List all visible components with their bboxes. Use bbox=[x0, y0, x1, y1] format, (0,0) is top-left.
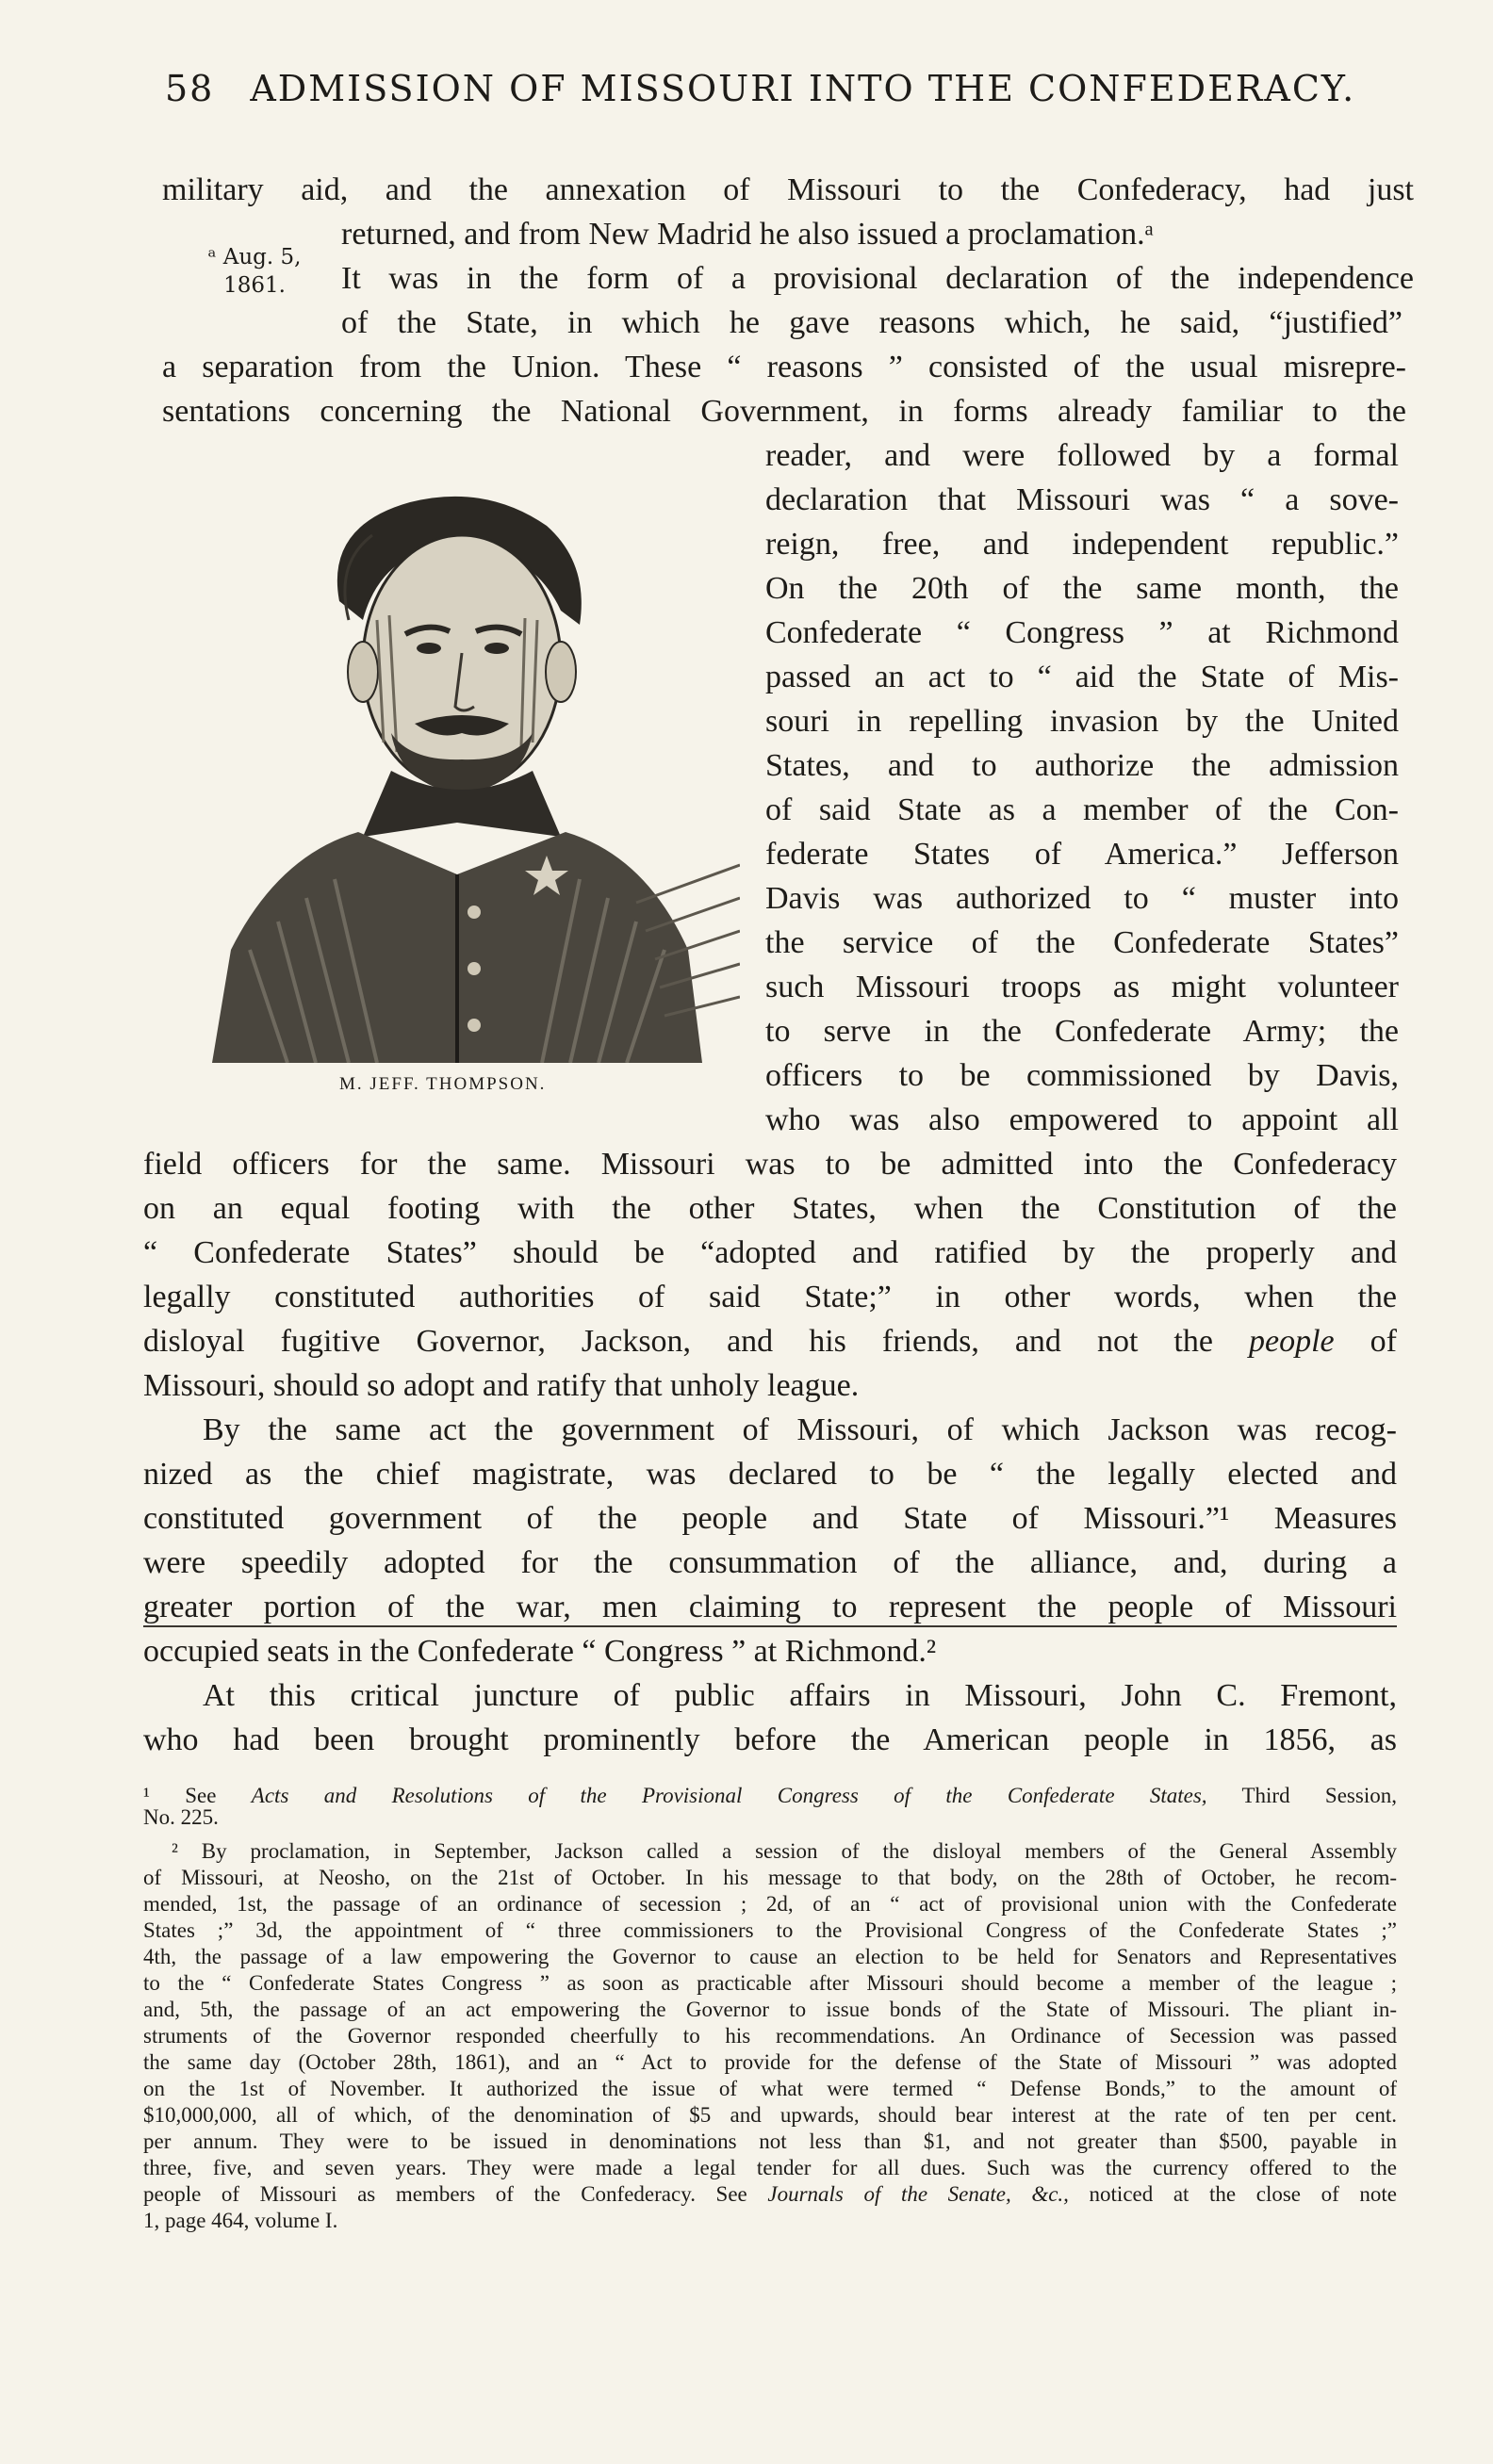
text-line: returned, and from New Madrid he also issued a proclamation.ᵃ bbox=[341, 217, 1154, 252]
text-line: greater portion of the war, men claiming to represent the people of Missouri bbox=[143, 1590, 1397, 1624]
text-line: Missouri, should so adopt and ratify that unholy league. bbox=[143, 1368, 860, 1403]
portrait-engraving bbox=[174, 460, 740, 1063]
text-line: constituted government of the people and State of Missouri.”¹ Measures bbox=[143, 1501, 1397, 1536]
text-span: disloyal fugitive Governor, Jackson, and his friends, and not the bbox=[143, 1324, 1249, 1359]
footnote-line: to the “ Confederate States Congress ” as soon as practicable after Missouri should become a member of the league ; bbox=[143, 1971, 1397, 1995]
footnote-line: and, 5th, the passage of an act empowering the Governor to issue bonds of the State of Missouri. The pliant in- bbox=[143, 1998, 1397, 2021]
text-line: sentations concerning the National Government, in forms already familiar to the bbox=[162, 394, 1406, 429]
footnote-line: the same day (October 28th, 1861), and an “ Act to provide for the defense of the State of Missouri ” was adopted bbox=[143, 2050, 1397, 2074]
text-span: Third Session, bbox=[1206, 1784, 1397, 1807]
italic-text: Acts and Resolutions of the Provisional Congress of the Confederate States, bbox=[251, 1784, 1207, 1807]
footnote-line: No. 225. bbox=[143, 1805, 219, 1829]
text-line: occupied seats in the Confederate “ Congress ” at Richmond.² bbox=[143, 1634, 937, 1669]
text-span: ¹ See bbox=[143, 1784, 252, 1807]
italic-text: people bbox=[1249, 1324, 1335, 1359]
text-span: people of Missouri as members of the Confederacy. See bbox=[143, 2182, 768, 2206]
text-line: of said State as a member of the Con- bbox=[765, 792, 1399, 827]
italic-text: Journals of the Senate, &c., bbox=[767, 2182, 1069, 2206]
text-line: declaration that Missouri was “ a sove- bbox=[765, 482, 1399, 517]
text-line: the service of the Confederate States” bbox=[765, 925, 1399, 960]
text-line: It was in the form of a provisional declaration of the independence bbox=[341, 261, 1414, 296]
footnote-line: 1, page 464, volume I. bbox=[143, 2209, 338, 2232]
text-line: who was also empowered to appoint all bbox=[765, 1102, 1399, 1137]
running-title: ADMISSION OF MISSOURI INTO THE CONFEDERACY. bbox=[250, 68, 1356, 109]
text-line: On the 20th of the same month, the bbox=[765, 571, 1399, 606]
text-line: a separation from the Union. These “ reasons ” consisted of the usual misrepre- bbox=[162, 350, 1406, 384]
margin-note-line: ᵃ Aug. 5, bbox=[207, 245, 302, 269]
text-line: States, and to authorize the admission bbox=[765, 748, 1399, 783]
footnote-line: States ;” 3d, the appointment of “ three commissioners to the Provisional Congress of the Confederate States ;” bbox=[143, 1918, 1397, 1942]
footnote-line: ² By proclamation, in September, Jackson called a session of the disloyal members of the General Assembly bbox=[172, 1839, 1397, 1863]
footnote-line: on the 1st of November. It authorized the issue of what were termed “ Defense Bonds,” to the amount of bbox=[143, 2077, 1397, 2100]
text-line: reign, free, and independent republic.” bbox=[765, 527, 1399, 562]
footnote-line: mended, 1st, the passage of an ordinance of secession ; 2d, of an “ act of provisional union with the Confederate bbox=[143, 1892, 1397, 1916]
text-line: “ Confederate States” should be “adopted and ratified by the properly and bbox=[143, 1235, 1397, 1270]
text-line: By the same act the government of Missouri, of which Jackson was recog- bbox=[203, 1412, 1397, 1447]
text-line bbox=[143, 1319, 1397, 1363]
text-line: Confederate “ Congress ” at Richmond bbox=[765, 615, 1399, 650]
text-line: passed an act to “ aid the State of Mis- bbox=[765, 660, 1399, 694]
text-span: noticed at the close of note bbox=[1068, 2182, 1397, 2206]
footnote-line: of Missouri, at Neosho, on the 21st of October. In his message to that body, on the 28th of October, he recom- bbox=[143, 1866, 1397, 1889]
footnote-line: three, five, and seven years. They were made a legal tender for all dues. Such was the currency offered to the bbox=[143, 2156, 1397, 2179]
footnote-line bbox=[143, 2184, 1397, 2206]
text-line: military aid, and the annexation of Missouri to the Confederacy, had just bbox=[162, 172, 1414, 207]
text-line: who had been brought prominently before the American people in 1856, as bbox=[143, 1722, 1397, 1757]
footnote-line bbox=[143, 1786, 1397, 1807]
text-line: souri in repelling invasion by the United bbox=[765, 704, 1399, 739]
text-line: reader, and were followed by a formal bbox=[765, 438, 1399, 473]
text-line: such Missouri troops as might volunteer bbox=[765, 970, 1399, 1004]
text-line: on an equal footing with the other States, when the Constitution of the bbox=[143, 1191, 1397, 1226]
page-number: 58 bbox=[165, 68, 215, 109]
footnote-divider bbox=[143, 1625, 1397, 1627]
text-line: nized as the chief magistrate, was declared to be “ the legally elected and bbox=[143, 1457, 1397, 1492]
footnote-line: per annum. They were to be issued in denominations not less than $1, and not greater than $500, payable in bbox=[143, 2129, 1397, 2153]
text-line: officers to be commissioned by Davis, bbox=[765, 1058, 1399, 1093]
footnote-line: 4th, the passage of a law empowering the Governor to cause an election to be held for Senators and Representatives bbox=[143, 1945, 1397, 1968]
margin-note-line: 1861. bbox=[223, 273, 286, 298]
margin-date-note bbox=[189, 243, 320, 300]
running-header bbox=[165, 68, 1409, 109]
text-line: federate States of America.” Jefferson bbox=[765, 837, 1399, 872]
text-line: legally constituted authorities of said State;” in other words, when the bbox=[143, 1280, 1397, 1314]
text-span: of bbox=[1334, 1324, 1397, 1359]
text-line: were speedily adopted for the consummation of the alliance, and, during a bbox=[143, 1545, 1397, 1580]
text-line: field officers for the same. Missouri was to be admitted into the Confederacy bbox=[143, 1147, 1397, 1182]
text-line: At this critical juncture of public affairs in Missouri, John C. Fremont, bbox=[203, 1678, 1397, 1713]
figure-caption: M. JEFF. THOMPSON. bbox=[339, 1074, 547, 1094]
text-line: to serve in the Confederate Army; the bbox=[765, 1014, 1399, 1049]
footnote-line: $10,000,000, all of which, of the denomination of $5 and upwards, should bear interest at the rate of ten per cent. bbox=[143, 2103, 1397, 2127]
footnote-line: struments of the Governor responded cheerfully to his recommendations. An Ordinance of Secession was passed bbox=[143, 2024, 1397, 2048]
text-line: Davis was authorized to “ muster into bbox=[765, 881, 1399, 916]
text-line: of the State, in which he gave reasons which, he said, “justified” bbox=[341, 305, 1403, 340]
